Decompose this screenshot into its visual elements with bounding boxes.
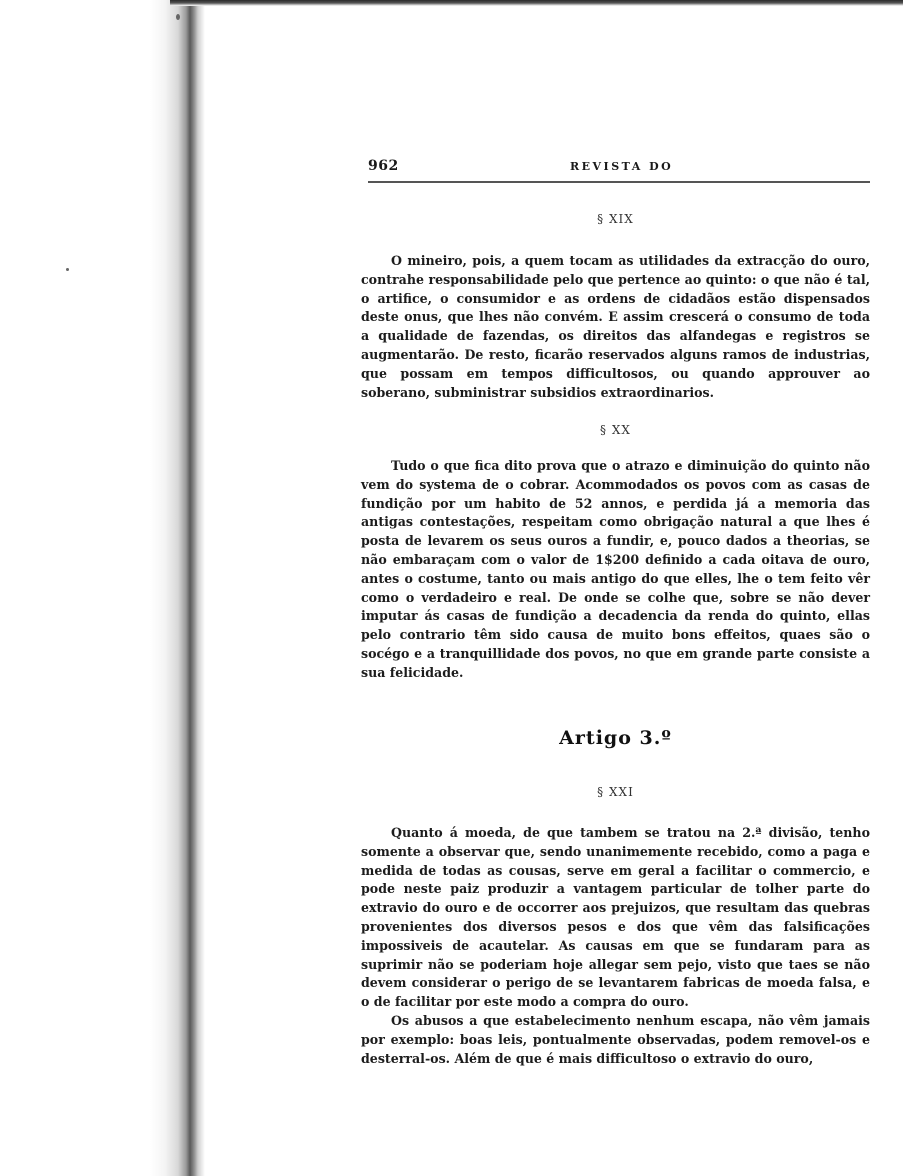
section-mark-xix: § XIX [597, 212, 634, 226]
section-mark-xxi: § XXI [597, 785, 634, 799]
page-number: 962 [368, 158, 399, 174]
section-mark-xx: § XX [600, 423, 631, 437]
page-top-edge [170, 0, 903, 6]
page-header [368, 153, 870, 183]
running-head: REVISTA DO [570, 160, 674, 173]
section-xxi-body [361, 824, 870, 1068]
paragraph: Os abusos a que estabelecimento nenhum escapa, não vêm jamais por exemplo: boas leis, pontualmente observadas, podem removel-os e desterral-os. Além de que é mais difficultoso o extravio do ouro, [361, 1012, 870, 1066]
page-gutter-shadow [0, 0, 205, 1176]
paragraph: O mineiro, pois, a quem tocam as utilidades da extracção do ouro, contrahe responsabilidade pelo que pertence ao quinto: o que não é tal, o artifice, o consumidor e as ordens de cidadãos estão dispensados deste onus, que lhes não convém. E assim crescerá o consumo de toda a qualidade de fazendas, os direitos das alfandegas e registros se augmentarão. De resto, ficarão reservados alguns ramos de industrias, que possam em tempos difficultosos, ou quando approuver ao soberano, subministrar subsidios extraordinarios. [361, 253, 870, 400]
article-heading: Artigo 3.º [559, 727, 672, 749]
section-xx-body [361, 457, 870, 683]
paragraph: Quanto á moeda, de que tambem se tratou na 2.ª divisão, tenho somente a observar que, sendo unanimemente recebido, como a paga e medida de todas as cousas, serve em geral a facilitar o commercio, e pode neste paiz produzir a vantagem particular de tolher parte do extravio do ouro e de occorrer aos prejuizos, que resultam das quebras provenientes dos diversos pesos e dos que vêm das falsificações impossiveis de acautelar. As causas em que se fundaram para as suprimir não se poderiam hoje allegar sem pejo, visto que taes se não devem considerar o perigo de se levantarem fabricas de moeda falsa, e o de facilitar por este modo a compra do ouro. [361, 825, 870, 1010]
section-xix-body [361, 252, 870, 402]
paragraph: Tudo o que fica dito prova que o atrazo e diminuição do quinto não vem do systema de o cobrar. Acommodados os povos com as casas de fundição por um habito de 52 annos, e perdida já a memoria das antigas contestações, respeitam como obrigação natural a que lhes é posta de levarem os seus ouros a fundir, e, pouco dados a theorias, se não embaraçam com o valor de 1$200 definido a cada oitava de ouro, antes o costume, tanto ou mais antigo do que elles, lhe o tem feito vêr como o verdadeiro e real. De onde se colhe que, sobre se não dever imputar ás casas de fundição a decadencia da renda do quinto, ellas pelo contrario têm sido causa de muito bons effeitos, quaes são o socégo e a tranquillidade dos povos, no que em grande parte consiste a sua felicidade. [361, 458, 870, 680]
scan-speck [66, 268, 69, 271]
scan-speck [176, 14, 180, 20]
